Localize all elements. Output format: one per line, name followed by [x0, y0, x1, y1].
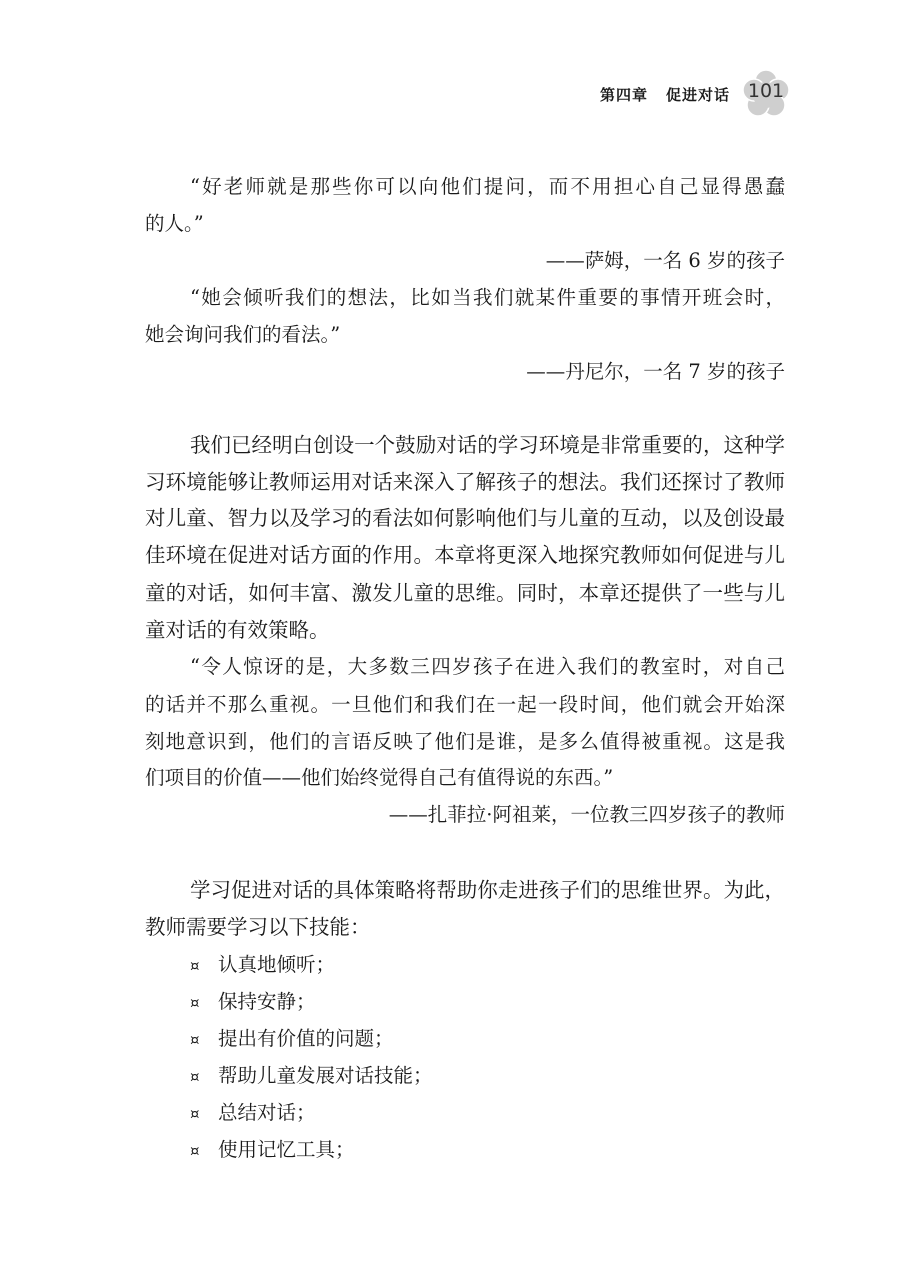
bullet-icon: ¤	[190, 994, 200, 1012]
quote3-line: 们项目的价值——他们始终觉得自己有值得说的东西。”	[145, 766, 614, 789]
quote2-attribution: ——丹尼尔，一名 7 岁的孩子	[526, 360, 785, 383]
bullet-icon: ¤	[190, 1068, 200, 1086]
bullet-icon: ¤	[190, 1142, 200, 1160]
chapter-title: 促进对话	[666, 86, 731, 104]
quote3-line: “令人惊讶的是，大多数三四岁孩子在进入我们的教室时，对自己	[190, 655, 785, 678]
paragraph2-line: 学习促进对话的具体策略将帮助你走进孩子们的思维世界。为此，	[190, 878, 785, 902]
paragraph1-line: 佳环境在促进对话方面的作用。本章将更深入地探究教师如何促进与儿	[145, 543, 785, 567]
quote3-line: 刻地意识到，他们的言语反映了他们是谁，是多么值得被重视。这是我	[145, 730, 785, 753]
quote1-line: 的人。”	[145, 212, 204, 235]
running-header	[600, 84, 730, 105]
quote2-line: 她会询问我们的看法。”	[145, 323, 341, 346]
skill-text: 保持安静；	[218, 990, 316, 1013]
skill-text: 总结对话；	[218, 1101, 316, 1124]
paragraph1-line: 对儿童、智力以及学习的看法如何影响他们与儿童的互动，以及创设最	[145, 506, 785, 530]
skill-list-item	[190, 988, 316, 1016]
paragraph2-line: 教师需要学习以下技能：	[145, 915, 371, 939]
quote3-attribution: ——扎菲拉·阿祖莱，一位教三四岁孩子的教师	[388, 803, 785, 826]
skill-list-item	[190, 1099, 316, 1127]
quote2-line: “她会倾听我们的想法，比如当我们就某件重要的事情开班会时，	[190, 286, 785, 309]
paragraph1-line: 童对话的有效策略。	[145, 618, 330, 642]
bullet-icon: ¤	[190, 957, 200, 975]
paragraph1-line: 我们已经明白创设一个鼓励对话的学习环境是非常重要的，这种学	[190, 433, 785, 457]
skill-list-item	[190, 1025, 394, 1053]
skill-list-item	[190, 951, 335, 979]
chapter-label: 第四章	[600, 86, 649, 104]
bullet-icon: ¤	[190, 1105, 200, 1123]
quote3-line: 的话并不那么重视。一旦他们和我们在一起一段时间，他们就会开始深	[145, 693, 785, 716]
paragraph1-line: 习环境能够让教师运用对话来深入了解孩子的想法。我们还探讨了教师	[145, 470, 785, 494]
quote1-attribution: ——萨姆，一名 6 岁的孩子	[545, 249, 785, 272]
skill-text: 提出有价值的问题；	[218, 1027, 394, 1050]
skill-list-item	[190, 1136, 355, 1164]
page-number: 101	[747, 80, 785, 102]
quote1-line: “好老师就是那些你可以向他们提问，而不用担心自己显得愚蠢	[190, 175, 785, 198]
bullet-icon: ¤	[190, 1031, 200, 1049]
skill-text: 使用记忆工具；	[218, 1138, 355, 1161]
skill-text: 认真地倾听；	[218, 953, 336, 976]
paragraph1-line: 童的对话，如何丰富、激发儿童的思维。同时，本章还提供了一些与儿	[145, 581, 785, 605]
skill-text: 帮助儿童发展对话技能；	[218, 1064, 433, 1087]
skill-list-item	[190, 1062, 433, 1090]
